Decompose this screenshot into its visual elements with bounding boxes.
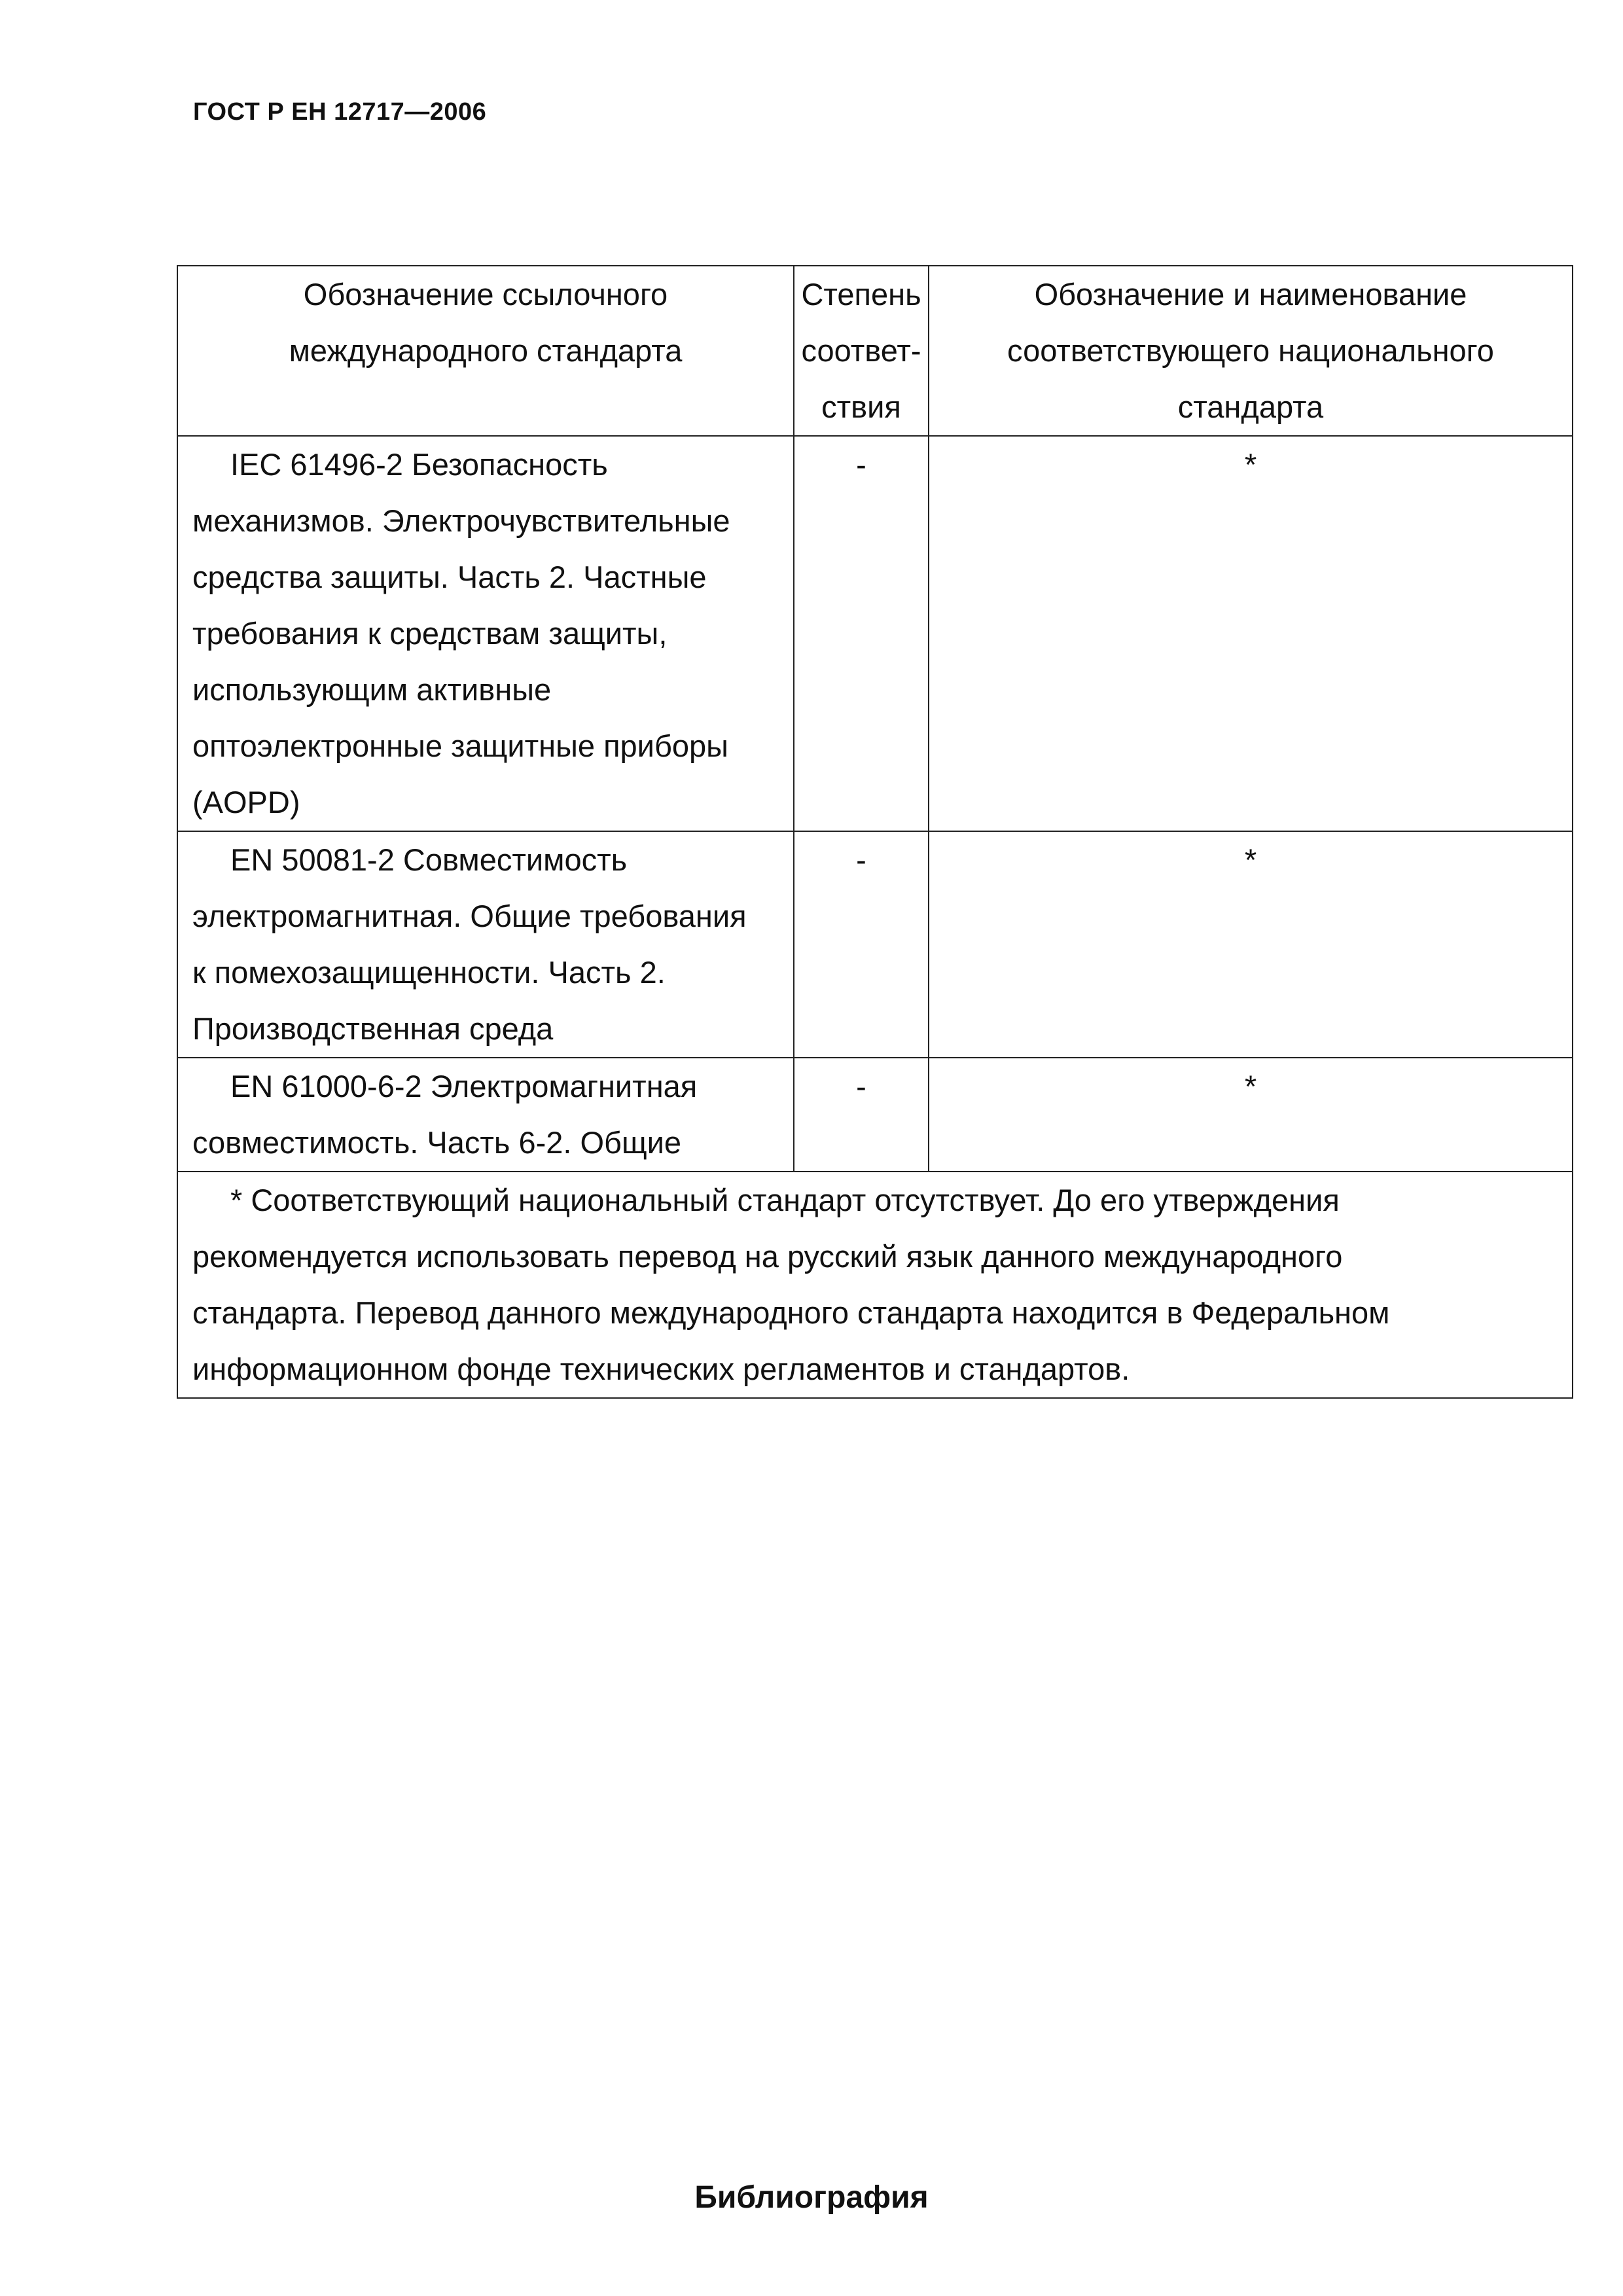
ref-standard-line: IEC 61496-2 Безопасность: [230, 447, 608, 482]
footnote-line: рекомендуется использовать перевод на русский язык данного международного: [192, 1239, 1343, 1274]
header-line: Обозначение и наименование: [1034, 277, 1467, 312]
correspondence-table: [177, 265, 1573, 1399]
header-line: Степень: [801, 277, 921, 312]
ref-standard-line: EN 61000-6-2 Электромагнитная: [230, 1069, 698, 1103]
header-degree: [794, 266, 929, 436]
national-standard-cell: *: [929, 1058, 1573, 1172]
ref-standard-cell: [177, 831, 794, 1058]
correspondence-table-container: [177, 265, 1572, 1399]
ref-standard-cell: [177, 436, 794, 831]
header-line: стандарта: [1177, 389, 1324, 424]
degree-cell: -: [794, 436, 929, 831]
ref-standard-line: к помехозащищенности. Часть 2.: [192, 955, 666, 990]
ref-standard-line: совместимость. Часть 6-2. Общие: [192, 1125, 682, 1160]
national-standard-cell: *: [929, 436, 1573, 831]
ref-standard-line: использующим активные: [192, 672, 552, 707]
footnote-line: * Соответствующий национальный стандарт отсутствует. До его утверждения: [230, 1183, 1340, 1217]
ref-standard-line: оптоэлектронные защитные приборы: [192, 728, 728, 763]
table-row: [177, 1058, 1573, 1172]
ref-standard-cell: [177, 1058, 794, 1172]
degree-cell: -: [794, 1058, 929, 1172]
table-row: [177, 831, 1573, 1058]
ref-standard-line: электромагнитная. Общие требования: [192, 899, 747, 933]
document-code: ГОСТ Р ЕН 12717—2006: [193, 98, 487, 126]
ref-standard-line: EN 50081-2 Совместимость: [230, 842, 628, 877]
header-national-standard: [929, 266, 1573, 436]
ref-standard-line: (AOPD): [192, 785, 300, 819]
header-line: международного стандарта: [289, 333, 683, 368]
header-line: соответствующего национального: [1007, 333, 1494, 368]
header-line: соответ-: [801, 333, 921, 368]
national-standard-cell: *: [929, 831, 1573, 1058]
footnote-cell: [177, 1172, 1573, 1398]
footnote-line: информационном фонде технических регламентов и стандартов.: [192, 1352, 1130, 1386]
ref-standard-line: Производственная среда: [192, 1011, 554, 1046]
ref-standard-line: средства защиты. Часть 2. Частные: [192, 560, 707, 594]
ref-standard-line: механизмов. Электрочувствительные: [192, 503, 730, 538]
table-header-row: [177, 266, 1573, 436]
footnote-row: [177, 1172, 1573, 1398]
header-line: Обозначение ссылочного: [303, 277, 668, 312]
header-line: ствия: [821, 389, 901, 424]
ref-standard-line: требования к средствам защиты,: [192, 616, 668, 651]
table-row: [177, 436, 1573, 831]
header-ref-standard: [177, 266, 794, 436]
degree-cell: -: [794, 831, 929, 1058]
bibliography-heading: Библиография: [694, 2180, 929, 2215]
footnote-line: стандарта. Перевод данного международного стандарта находится в Федеральном: [192, 1295, 1390, 1330]
